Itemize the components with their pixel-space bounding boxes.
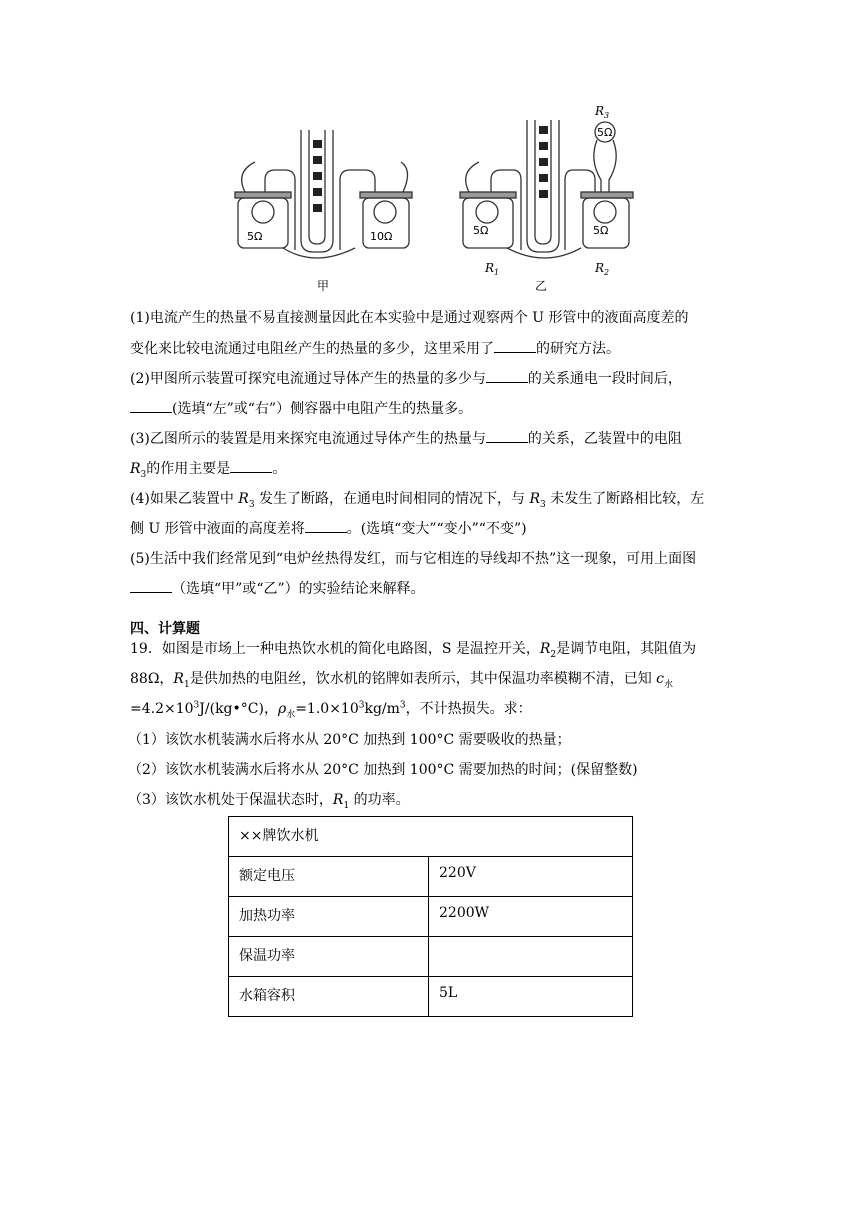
table-cell-label: 额定电压	[229, 857, 429, 897]
q2-line1: (2)甲图所示装置可探究电流通过导体产生的热量的多少与 的关系通电一段时间后，	[130, 371, 682, 387]
table-row	[229, 937, 633, 977]
r1-label: $R_1$	[485, 261, 500, 277]
answer-blank[interactable]	[494, 340, 536, 353]
table-cell-label: 加热功率	[229, 897, 429, 937]
r3-label: $R_3$	[595, 104, 610, 120]
table-cell-value	[429, 937, 633, 977]
nameplate-table	[228, 816, 633, 1017]
q3-line1: (3)乙图所示的装置是用来探究电流通过导体产生的热量与 的关系，乙装置中的电阻	[130, 431, 682, 447]
q1-line2: 变化来比较电流通过电阻丝产生的热量的多少，这里采用了 的研究方法。	[130, 341, 620, 357]
table-cell-value: 2200W	[429, 897, 633, 937]
q19-sub2: （2）该饮水机装满水后将水从 20°C 加热到 100°C 需要加热的时间；(保留整数)	[128, 762, 638, 778]
table-cell-value: 5L	[429, 977, 633, 1017]
q5-line1: (5)生活中我们经常见到“电炉丝热得发红，而与它相连的导线却不热”这一现象，可用上面图	[130, 551, 697, 567]
q4-line1: (4)如果乙装置中 $R_3$ 发生了断路，在通电时间相同的情况下，与 $R_3$ 未发生了断路相比较，左	[130, 491, 705, 510]
table-row	[229, 897, 633, 937]
q19-line1: 19．如图是市场上一种电热饮水机的简化电路图，S 是温控开关，$R_2$是调节电阻，其阻值为	[130, 641, 697, 660]
section-title: 四、计算题	[130, 621, 200, 637]
answer-blank[interactable]	[305, 520, 347, 533]
left-resistor-a-label: 5Ω	[247, 230, 263, 243]
answer-blank[interactable]	[130, 580, 172, 593]
answer-blank[interactable]	[486, 430, 528, 443]
r2-label: $R_2$	[595, 261, 610, 277]
table-cell-value: 220V	[429, 857, 633, 897]
figure-right-caption: 乙	[535, 279, 548, 293]
table-row	[229, 977, 633, 1017]
right-resistor-b-label: 5Ω	[593, 224, 609, 237]
left-resistor-b-label: 10Ω	[370, 230, 393, 243]
q19-line2: 88Ω，$R_1$是供加热的电阻丝，饮水机的铭牌如表所示，其中保温功率模糊不清，已知 $c_水$	[130, 671, 674, 690]
q5-line2: （选填“甲”或“乙”）的实验结论来解释。	[130, 580, 730, 598]
figure-left-caption: 甲	[317, 279, 330, 293]
q19-line3: $=4.2\times 10^3J/(kg•^\circ C)$，$\rho_水=1.0\times 10^3kg/m^3$，不计热损失。求：	[130, 700, 532, 720]
right-resistor-a-label: 5Ω	[473, 224, 489, 237]
q3-line2: $R_3$的作用主要是 。	[130, 461, 287, 480]
table-title: ××牌饮水机	[229, 817, 633, 857]
q19-sub1: （1）该饮水机装满水后将水从 20°C 加热到 100°C 需要吸收的热量；	[128, 732, 571, 748]
q1-line1: (1)电流产生的热量不易直接测量因此在本实验中是通过观察两个 U 形管中的液面高度差的	[130, 310, 689, 326]
answer-blank[interactable]	[230, 460, 272, 473]
r3-resistor-label: 5Ω	[597, 126, 613, 139]
q4-line2: 侧 U 形管中液面的高度差将 。(选填“变大”“变小”“不变”)	[130, 521, 527, 537]
table-cell-label: 水箱容积	[229, 977, 429, 1017]
q2-line2: (选填“左”或“右”）侧容器中电阻产生的热量多。	[130, 400, 730, 418]
table-title-row	[229, 817, 633, 857]
q19-sub3: （3）该饮水机处于保温状态时，$R_1$ 的功率。	[128, 792, 410, 811]
apparatus-figure	[225, 100, 635, 300]
apparatus-diagram	[225, 100, 635, 300]
answer-blank[interactable]	[130, 400, 172, 413]
table-cell-label: 保温功率	[229, 937, 429, 977]
answer-blank[interactable]	[486, 370, 528, 383]
table-row	[229, 857, 633, 897]
